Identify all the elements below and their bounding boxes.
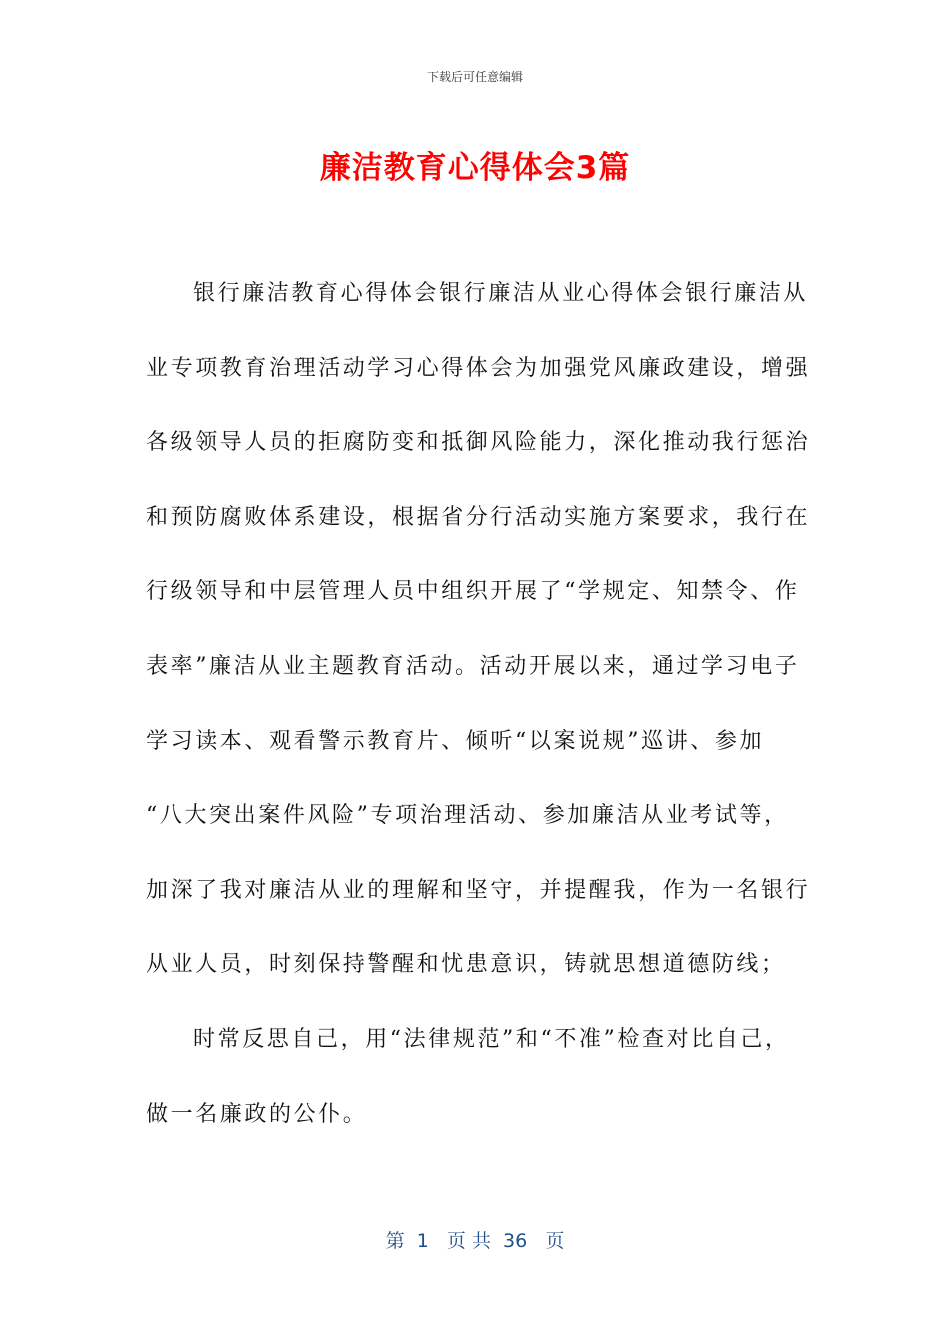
paragraph-line: 加深了我对廉洁从业的理解和坚守，并提醒我，作为一名银行 bbox=[146, 878, 811, 903]
paragraph-line: 从业人员，时刻保持警醒和忧患意识，铸就思想道德防线； bbox=[146, 952, 786, 977]
paragraph-line: 时常反思自己，用“法律规范”和“不准”检查对比自己， bbox=[193, 1027, 790, 1052]
document-title: 廉洁教育心得体会3篇 bbox=[319, 150, 631, 186]
paragraph-line: 做一名廉政的公仆。 bbox=[146, 1102, 368, 1127]
paragraph-line: “八大突出案件风险”专项治理活动、参加廉洁从业考试等， bbox=[146, 803, 789, 828]
header-note: 下载后可任意编辑 bbox=[426, 70, 523, 84]
paragraph-line: 学习读本、观看警示教育片、倾听“以案说规”巡讲、参加 bbox=[146, 729, 765, 754]
paragraph-line: 各级领导人员的拒腐防变和抵御风险能力，深化推动我行惩治 bbox=[146, 430, 811, 455]
paragraph-line: 业专项教育治理活动学习心得体会为加强党风廉政建设，增强 bbox=[146, 356, 811, 381]
page-footer: 第 1 页 共 36 页 bbox=[385, 1230, 565, 1252]
paragraph-line: 行级领导和中层管理人员中组织开展了“学规定、知禁令、作 bbox=[146, 579, 800, 604]
paragraph-line: 银行廉洁教育心得体会银行廉洁从业心得体会银行廉洁从 bbox=[193, 281, 809, 306]
paragraph-line: 表率”廉洁从业主题教育活动。活动开展以来，通过学习电子 bbox=[146, 654, 800, 679]
paragraph-line: 和预防腐败体系建设，根据省分行活动实施方案要求，我行在 bbox=[146, 505, 811, 530]
